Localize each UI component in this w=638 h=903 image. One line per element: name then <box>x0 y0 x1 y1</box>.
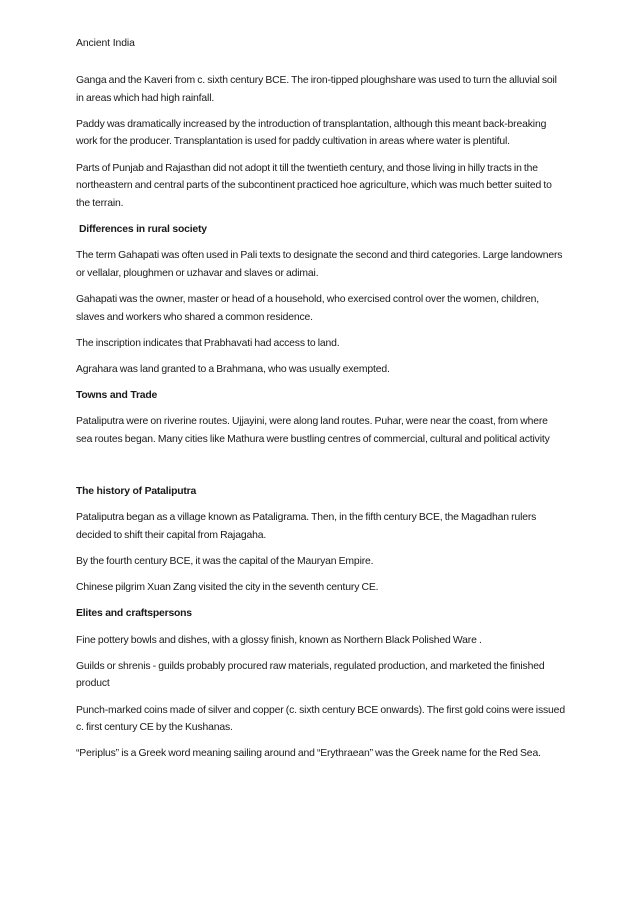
paragraph: Gahapati was the owner, master or head of a household, who exercised control over the women, children, slaves and workers who shared a common residence. <box>76 293 540 323</box>
paragraph: The term Gahapati was often used in Pali texts to designate the second and third categories. Large landowners or vellalar, ploughmen or uzhavar and slaves or adimai. <box>76 250 563 279</box>
paragraph: Agrahara was land granted to a Brahmana, who was usually exempted. <box>76 363 390 375</box>
paragraph: By the fourth century BCE, it was the capital of the Mauryan Empire. <box>76 556 374 567</box>
section-heading: Towns and Trade <box>76 390 158 402</box>
paragraph: The inscription indicates that Prabhavati had access to land. <box>76 337 340 349</box>
paragraph: Pataliputra were on riverine routes. Ujjayini, were along land routes. Puhar, were near the coast, from where sea routes began. Many cities like Mathura were bustling centres of commercial, cultural and political activity <box>76 416 550 445</box>
section-heading: Differences in rural society <box>79 223 207 235</box>
paragraph: Parts of Punjab and Rajasthan did not adopt it till the twentieth century, and those living in hilly tracts in the northeastern and central parts of the subcontinent practiced hoe agriculture, which was much better suited to the terrain. <box>76 162 552 209</box>
paragraph: Paddy was dramatically increased by the introduction of transplantation, although this meant back-breaking work for the producer. Transplantation is used for paddy cultivation in areas where water is plentiful. <box>76 118 547 148</box>
paragraph: Ganga and the Kaveri from c. sixth century BCE. The iron-tipped ploughshare was used to turn the alluvial soil in areas which had high rainfall. <box>76 75 557 104</box>
blank-line <box>76 457 566 483</box>
paragraph: “Periplus” is a Greek word meaning sailing around and “Erythraean” was the Greek name for the Red Sea. <box>76 748 541 760</box>
paragraph: Guilds or shrenis - guilds probably procured raw materials, regulated production, and marketed the finished product <box>76 660 545 690</box>
paragraph: Pataliputra began as a village known as Pataligrama. Then, in the fifth century BCE, the Magadhan rulers decided to shift their capital from Rajagaha. <box>76 512 537 541</box>
page-header: Ancient India <box>76 38 135 49</box>
paragraph: Punch-marked coins made of silver and copper (c. sixth century BCE onwards). The first gold coins were issued c. first century CE by the Kushanas. <box>76 704 565 734</box>
document-page <box>76 37 566 772</box>
section-heading: The history of Pataliputra <box>76 486 197 498</box>
paragraph: Fine pottery bowls and dishes, with a glossy finish, known as Northern Black Polished Ware . <box>76 634 482 646</box>
paragraph: Chinese pilgrim Xuan Zang visited the city in the seventh century CE. <box>76 582 379 594</box>
section-heading: Elites and craftspersons <box>76 608 192 620</box>
